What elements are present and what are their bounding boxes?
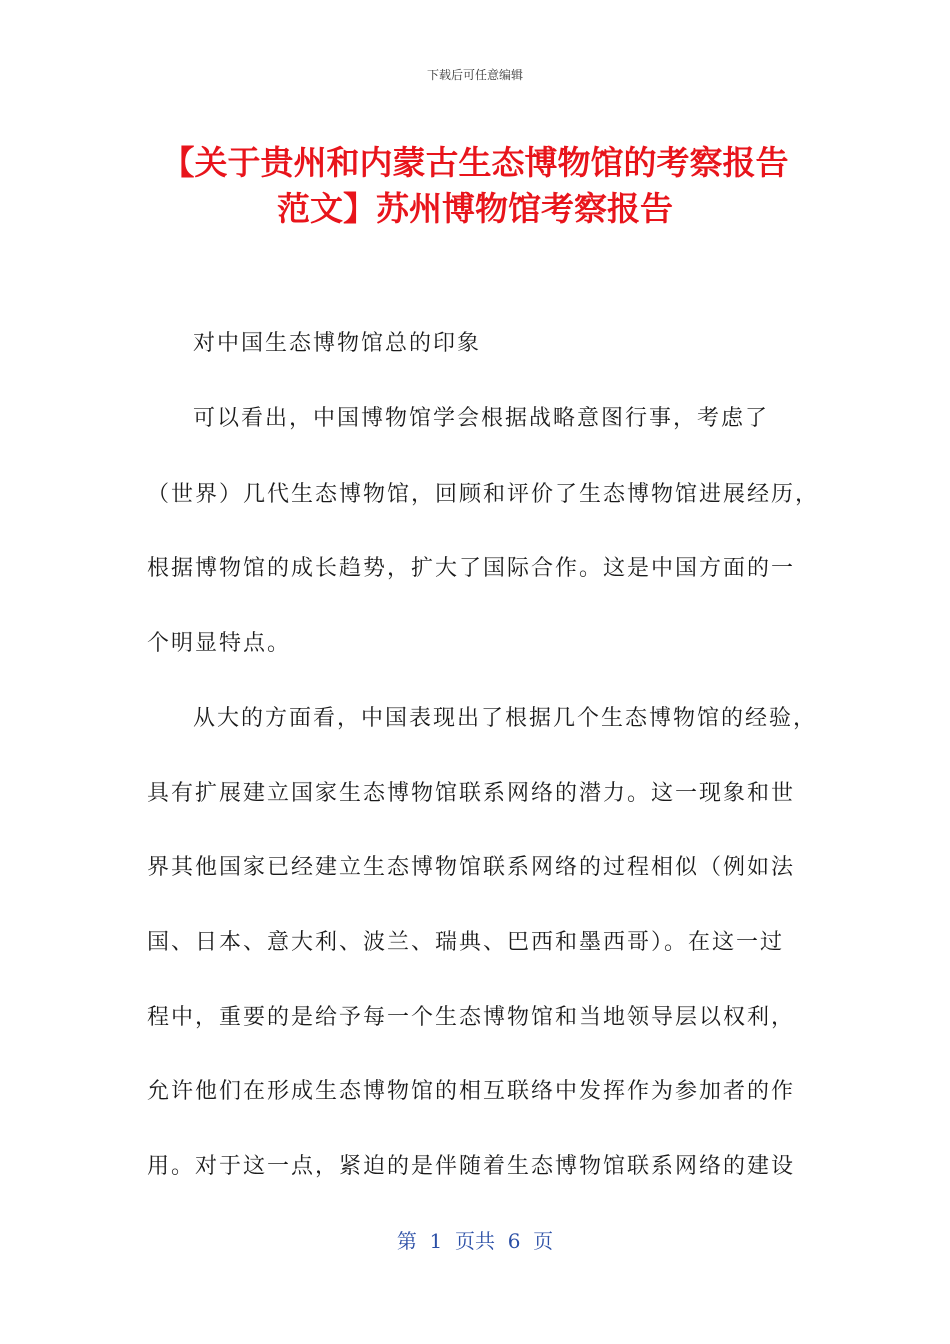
paragraph-1-line-1: 对中国生态博物馆总的印象 (193, 331, 482, 356)
title-line-2: 范文】苏州博物馆考察报告 (277, 189, 673, 228)
paragraph-3-line-3: 界其他国家已经建立生态博物馆联系网络的过程相似（例如法 (147, 855, 796, 880)
paragraph-3-line-6: 允许他们在形成生态博物馆的相互联络中发挥作为参加者的作 (147, 1079, 796, 1104)
paragraph-3-line-7: 用。对于这一点，紧迫的是伴随着生态博物馆联系网络的建设 (147, 1154, 796, 1179)
paragraph-3-line-1: 从大的方面看，中国表现出了根据几个生态博物馆的经验， (193, 706, 818, 731)
paragraph-2-line-2: （世界）几代生态博物馆，回顾和评价了生态博物馆进展经历， (147, 482, 820, 507)
paragraph-3-line-2: 具有扩展建立国家生态博物馆联系网络的潜力。这一现象和世 (147, 781, 796, 806)
page-number-footer: 第 1 页共 6 页 (396, 1229, 554, 1253)
paragraph-3-line-5: 程中，重要的是给予每一个生态博物馆和当地领导层以权利， (147, 1005, 796, 1030)
paragraph-3-line-4: 国、日本、意大利、波兰、瑞典、巴西和墨西哥）。在这一过 (147, 930, 785, 955)
paragraph-2-line-1: 可以看出，中国博物馆学会根据战略意图行事，考虑了 (193, 406, 770, 431)
title-line-1: 【关于贵州和内蒙古生态博物馆的考察报告 (161, 143, 789, 182)
paragraph-2-line-3: 根据博物馆的成长趋势，扩大了国际合作。这是中国方面的一 (147, 556, 796, 581)
page-header-note: 下载后可任意编辑 (426, 68, 523, 82)
paragraph-2-line-4: 个明显特点。 (147, 631, 292, 656)
document-title (140, 140, 810, 232)
